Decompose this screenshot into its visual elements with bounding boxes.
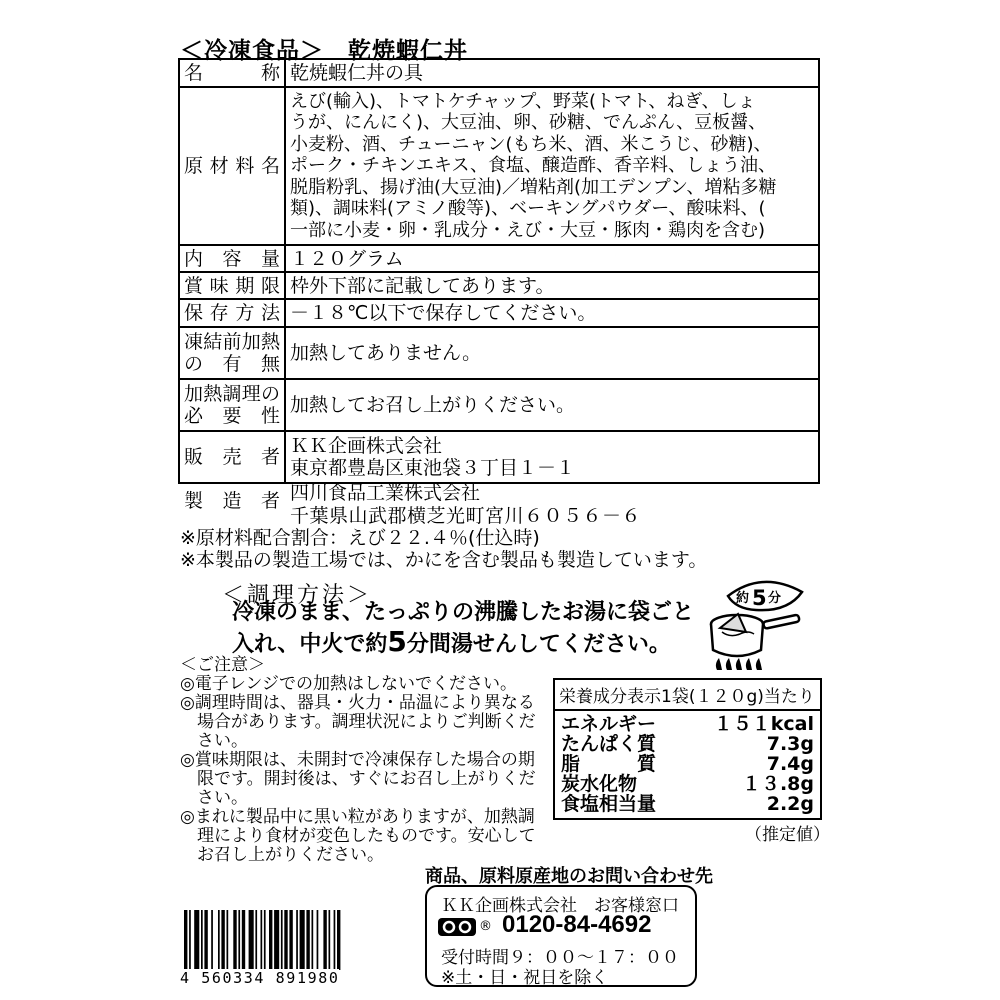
caution-line: さい。 [180, 731, 248, 751]
nutrition-row: 脂 質 7.4g [561, 753, 814, 775]
barcode-bar [334, 910, 336, 970]
barcode-bar [221, 910, 224, 970]
ingredients-line: えび(輸入)、トマトケチャップ、野菜(トマト、ねぎ、しょ [290, 90, 756, 112]
barcode-bar [184, 910, 187, 970]
name-label: 名称 [179, 59, 285, 87]
caution-line: ◎電子レンジでの加熱はしないでください。 [180, 674, 517, 694]
ingredients-line: 脱脂粉乳、揚げ油(大豆油)／増粘剤(加工デンプン、増粘多糖 [290, 176, 777, 198]
ingredients-label: 原材料名 [179, 87, 285, 245]
barcode-bar [249, 910, 254, 970]
cook-need-label: 加熱調理の 必要性 [179, 379, 285, 431]
content-label: 内容量 [179, 245, 285, 272]
caution-line: ◎調理時間は、器具・火力・品温により異なる [180, 693, 535, 713]
barcode-bar [289, 910, 292, 970]
seller-value [285, 431, 819, 483]
badge-prefix: 約 [736, 591, 750, 606]
barcode-bar [238, 910, 240, 970]
nutrition-estimate: （推定値） [745, 825, 830, 845]
contact-box [425, 885, 697, 987]
note-ratio: ※原材料配合割合：えび２２.４％(仕込時) [180, 527, 540, 549]
contact-heading: 商品、原料原産地のお問い合わせ先 [425, 866, 713, 887]
nutrition-table [553, 678, 822, 820]
maker-label: 製造者 [184, 490, 280, 512]
barcode-bar [211, 910, 213, 970]
name-value: 乾焼蝦仁丼の具 [285, 59, 819, 87]
barcode-bar [296, 910, 298, 970]
ingredients-line: うが、にんにく)、大豆油、卵、砂糖、でんぷん、豆板醤、 [290, 112, 767, 134]
barcode-bar [261, 910, 263, 970]
barcode-bar [255, 910, 257, 970]
ingredients-value [285, 87, 819, 245]
storage-label: 保存方法 [179, 299, 285, 327]
barcode-bar [281, 910, 283, 970]
barcode-bar [329, 910, 331, 970]
barcode-bar [218, 910, 220, 970]
caution-line: ◎まれに製品中に黒い粒がありますが、加熱調 [180, 807, 535, 827]
cooking-instructions [232, 598, 694, 659]
ingredients-line: ポーク・チキンエキス、食塩、醸造酢、香辛料、しょう油、 [290, 155, 776, 177]
caution-line: さい。 [180, 788, 248, 808]
barcode-bar [300, 910, 305, 970]
preheat-label: 凍結前加熱 の有無 [179, 327, 285, 379]
barcode-bar [233, 910, 236, 970]
barcode-bar [269, 910, 272, 970]
badge-suffix: 分 [768, 591, 782, 606]
storage-value: －１８℃以下で保存してください。 [285, 299, 819, 327]
barcode-bar [264, 910, 266, 970]
boiling-pot-icon [700, 572, 815, 674]
expiry-value: 枠外下部に記載してあります。 [285, 272, 819, 299]
nutrition-row: 炭水化物 １３.8g [561, 773, 814, 795]
nutrition-row: エネルギー １５１kcal [561, 713, 814, 735]
expiry-label: 賞味期限 [179, 272, 285, 299]
caution-line: お召し上がりください。 [180, 845, 384, 865]
barcode-bar [201, 910, 203, 970]
preheat-value: 加熱してありません。 [285, 327, 819, 379]
barcode-bar [306, 910, 309, 970]
barcode-bar [204, 910, 207, 970]
barcode-bar [227, 910, 229, 970]
seller-label: 販売者 [179, 431, 285, 483]
cooking-heading: ＜調理方法＞ [222, 583, 373, 608]
page-title: ＜冷凍食品＞ 乾焼蝦仁丼 [180, 38, 468, 64]
ingredients-line: 一部に小麦・卵・乳成分・えび・大豆・豚肉・鶏肉を含む) [290, 219, 766, 241]
note-allergen: ※本製品の製造工場では、かにを含む製品も製造しています。 [180, 549, 708, 571]
contact-hours: 受付時間９：００～１７：００ [441, 948, 679, 968]
content-value: １２０グラム [285, 245, 819, 272]
barcode-bar [242, 910, 245, 970]
barcode-bar [189, 910, 191, 970]
caution-line: ◎賞味期限は、未開封で冷凍保存した場合の期 [180, 750, 535, 770]
nutrition-header: 栄養成分表示1袋(１２０g)当たり [555, 680, 820, 711]
barcode-bar [317, 910, 319, 970]
caution-heading: ＜ご注意＞ [180, 655, 265, 675]
caution-line: 場合があります。調理状況によりご判断くだ [180, 712, 536, 732]
cook-need-value: 加熱してお召し上がりください。 [285, 379, 819, 431]
ingredients-line: 小麦粉、酒、チューニャン(もち米、酒、米こうじ、砂糖)、 [290, 133, 772, 155]
maker-name: 四川食品工業株式会社 [290, 482, 481, 504]
contact-closed: ※土・日・祝日を除く [441, 968, 609, 988]
nutrition-row: たんぱく質 7.3g [561, 733, 814, 755]
maker-address: 千葉県山武郡横芝光町宮川６０５６－６ [290, 505, 642, 527]
caution-line: 限です。開封後は、すぐにお召し上がりくだ [180, 769, 536, 789]
free-dial-icon [437, 917, 477, 937]
barcode-bar [274, 910, 279, 970]
cooking-line-1: 冷凍のまま、たっぷりの沸騰したお湯に袋ごと [232, 600, 695, 625]
spec-table [178, 58, 820, 484]
barcode-bar [284, 910, 287, 970]
contact-phone: 0120-84-4692 [502, 911, 652, 938]
contact-company: ＫＫ企画株式会社 お客様窓口 [441, 896, 679, 916]
registered-mark: ® [479, 919, 492, 934]
seller-address: 東京都豊島区東池袋３丁目１－１ [290, 457, 576, 479]
nutrition-row: 食塩相当量 2.2g [561, 793, 814, 815]
barcode-bar [337, 910, 340, 970]
cooking-line-2: 入れ、中火で約5分間湯せんしてください。 [232, 625, 671, 658]
barcode-bar [312, 910, 314, 970]
barcode-number: 4 560334 891980 [180, 969, 340, 987]
barcode-bar [194, 910, 199, 970]
caution-section [180, 656, 550, 865]
ingredients-line: 類)、調味料(アミノ酸等)、ベーキングパウダー、酸味料、( [290, 198, 766, 220]
barcode-bar [323, 910, 326, 970]
seller-name: ＫＫ企画株式会社 [290, 435, 443, 457]
caution-line: 理により食材が変色したものです。安心して [180, 826, 536, 846]
badge-number: 5 [752, 586, 767, 610]
